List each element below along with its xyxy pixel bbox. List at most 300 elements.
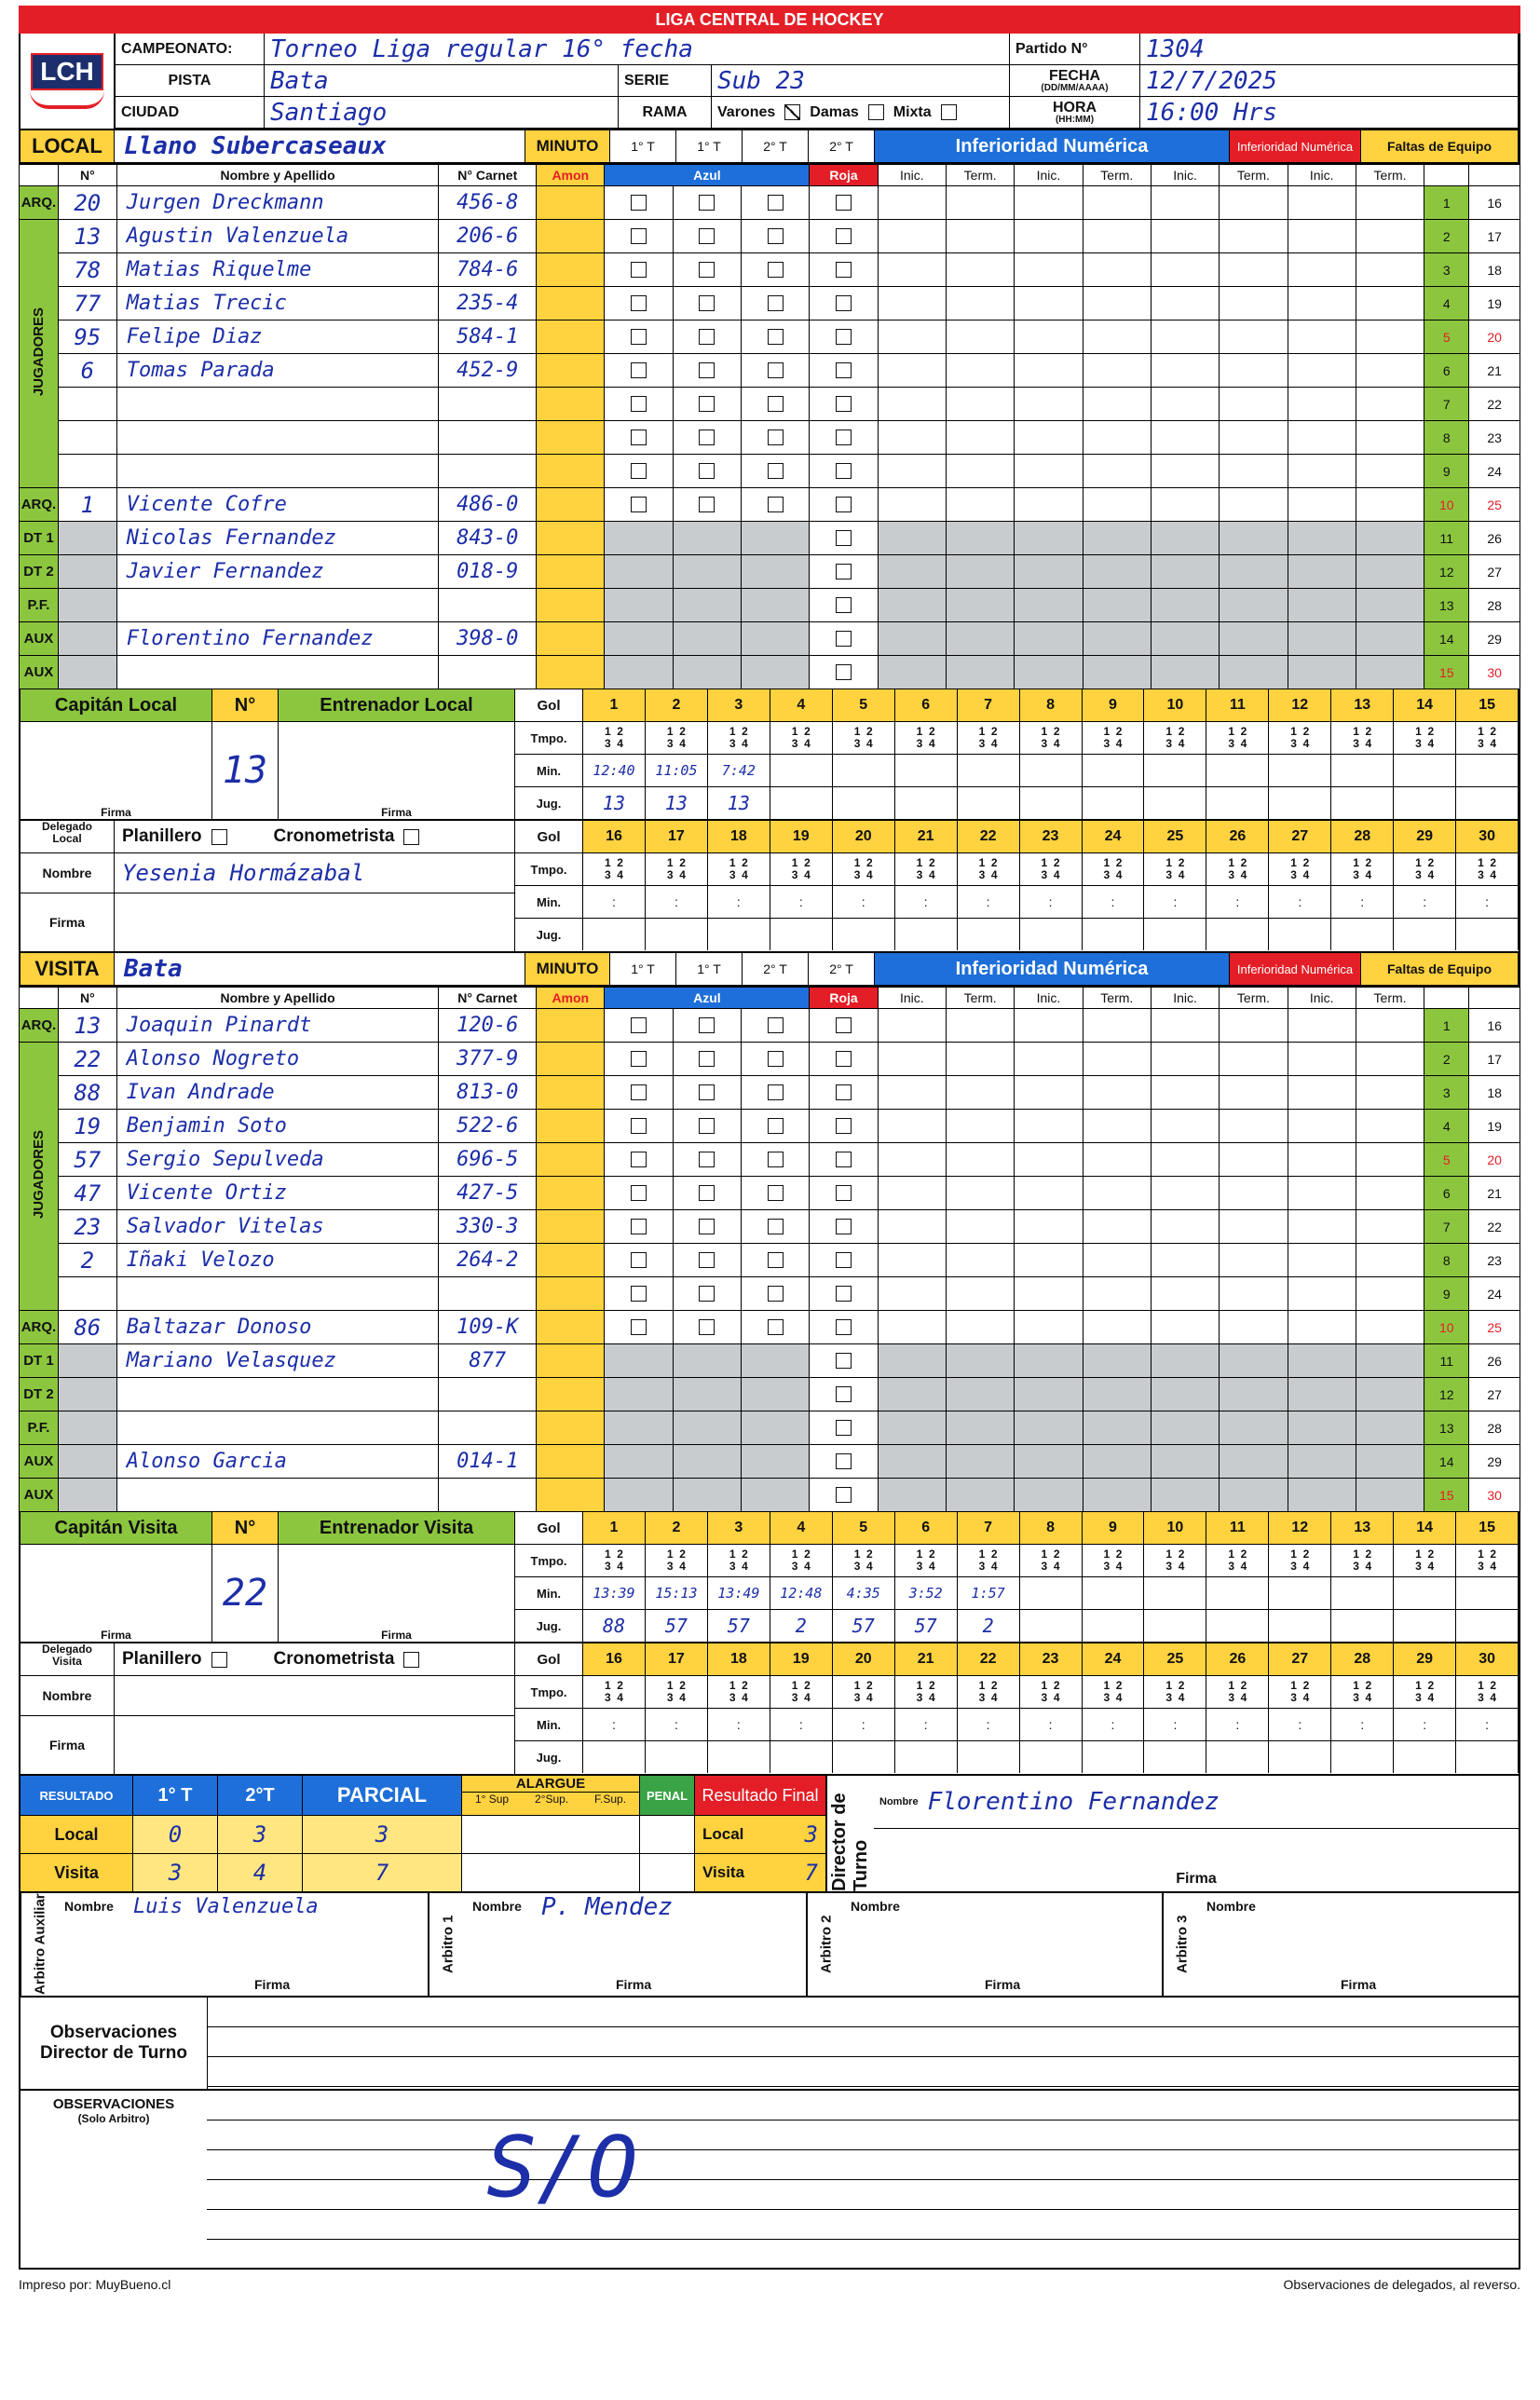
visita-goal-jug[interactable]	[1394, 1741, 1456, 1773]
visita-azul-checkbox[interactable]	[631, 1118, 647, 1134]
local-goal-min[interactable]: :	[958, 886, 1020, 918]
local-inf-cell[interactable]	[1220, 656, 1288, 689]
visita-player-name[interactable]: Salvador Vitelas	[116, 1210, 439, 1244]
obs-arbitro-text[interactable]: S/O	[486, 2119, 638, 2216]
local-tmpo-cell[interactable]: 1 2 3 4	[1083, 853, 1145, 885]
visita-player-number[interactable]: 22	[58, 1043, 116, 1076]
visita-goal-jug[interactable]	[1020, 1610, 1083, 1642]
visita-inf-cell[interactable]	[1356, 1143, 1424, 1177]
visita-inf-cell[interactable]	[947, 1076, 1015, 1110]
local-azul-checkbox[interactable]	[699, 362, 715, 378]
local-tmpo-cell[interactable]: 1 2 3 4	[833, 853, 895, 885]
local-amon-cell[interactable]	[537, 455, 605, 488]
visita-roja-checkbox[interactable]	[836, 1386, 852, 1402]
visita-roja-checkbox[interactable]	[836, 1319, 852, 1335]
visita-tmpo-cell[interactable]: 1 2 3 4	[1144, 1545, 1206, 1576]
local-goal-jug[interactable]	[833, 787, 895, 819]
visita-inf-cell[interactable]	[878, 1479, 946, 1512]
visita-inf-cell[interactable]	[1356, 1378, 1424, 1411]
local-inf-cell[interactable]	[1151, 656, 1219, 689]
local-player-number[interactable]: 95	[58, 320, 116, 354]
local-roja-checkbox[interactable]	[836, 195, 852, 211]
visita-goal-jug[interactable]	[646, 1741, 708, 1773]
local-inf-cell[interactable]	[1220, 186, 1288, 220]
visita-inf-cell[interactable]	[1356, 1344, 1424, 1378]
local-tmpo-cell[interactable]: 1 2 3 4	[958, 853, 1020, 885]
visita-inf-cell[interactable]	[947, 1411, 1015, 1445]
visita-azul-checkbox[interactable]	[631, 1152, 647, 1167]
visita-inf-cell[interactable]	[878, 1143, 946, 1177]
local-azul-checkbox[interactable]	[768, 463, 784, 479]
local-azul-checkbox[interactable]	[699, 195, 715, 211]
local-falta-num-2[interactable]: 25	[1469, 488, 1520, 522]
local-capitan-num[interactable]: 13	[212, 722, 279, 819]
visita-azul-checkbox[interactable]	[699, 1185, 715, 1201]
visita-tmpo-cell[interactable]: 1 2 3 4	[1144, 1676, 1206, 1708]
result-local-t1[interactable]: 0	[133, 1815, 217, 1853]
rama-damas-checkbox[interactable]	[868, 104, 884, 120]
visita-inf-cell[interactable]	[1220, 1277, 1288, 1311]
local-azul-checkbox[interactable]	[699, 262, 715, 278]
visita-goal-jug[interactable]: 57	[833, 1610, 895, 1642]
visita-inf-cell[interactable]	[947, 1043, 1015, 1076]
visita-goal-jug[interactable]	[1331, 1610, 1394, 1642]
local-team-name[interactable]: Llano Subercaseaux	[115, 130, 525, 162]
local-goal-min[interactable]: :	[1020, 886, 1083, 918]
visita-inf-cell[interactable]	[878, 1009, 946, 1043]
visita-player-name[interactable]	[116, 1378, 439, 1411]
local-inf-cell[interactable]	[1220, 220, 1288, 253]
visita-tmpo-cell[interactable]: 1 2 3 4	[583, 1545, 646, 1576]
visita-azul-checkbox[interactable]	[768, 1219, 784, 1234]
visita-amon-cell[interactable]	[537, 1479, 605, 1512]
local-player-number[interactable]	[58, 555, 116, 589]
local-inf-cell[interactable]	[1288, 488, 1356, 522]
visita-tmpo-cell[interactable]: 1 2 3 4	[958, 1545, 1020, 1576]
visita-inf-cell[interactable]	[1151, 1009, 1219, 1043]
local-inf-cell[interactable]	[947, 522, 1015, 555]
visita-inf-cell[interactable]	[1151, 1210, 1219, 1244]
visita-inf-cell[interactable]	[1356, 1177, 1424, 1210]
visita-falta-num[interactable]: 11	[1424, 1344, 1469, 1378]
arbitro-aux-nombre[interactable]: Luis Valenzuela	[133, 1895, 319, 1918]
local-inf-cell[interactable]	[1151, 421, 1219, 455]
local-tmpo-cell[interactable]: 1 2 3 4	[583, 722, 646, 754]
visita-inf-cell[interactable]	[947, 1479, 1015, 1512]
visita-falta-num[interactable]: 14	[1424, 1445, 1469, 1479]
local-goal-min[interactable]: :	[583, 886, 646, 918]
local-player-number[interactable]	[58, 388, 116, 421]
local-inf-cell[interactable]	[1220, 455, 1288, 488]
local-tmpo-cell[interactable]: 1 2 3 4	[1206, 722, 1269, 754]
local-falta-num-2[interactable]: 27	[1469, 555, 1520, 589]
local-inf-cell[interactable]	[878, 555, 946, 589]
local-goal-jug[interactable]	[895, 787, 958, 819]
local-inf-cell[interactable]	[947, 320, 1015, 354]
local-amon-cell[interactable]	[537, 589, 605, 622]
local-planillero-checkbox[interactable]	[211, 829, 227, 845]
visita-inf-cell[interactable]	[1288, 1311, 1356, 1344]
local-tmpo-cell[interactable]: 1 2 3 4	[1020, 722, 1083, 754]
visita-tmpo-cell[interactable]: 1 2 3 4	[583, 1676, 646, 1708]
local-goal-jug[interactable]	[770, 787, 833, 819]
visita-inf-cell[interactable]	[1356, 1210, 1424, 1244]
visita-tmpo-cell[interactable]: 1 2 3 4	[1394, 1545, 1456, 1576]
visita-tmpo-cell[interactable]: 1 2 3 4	[833, 1676, 895, 1708]
local-inf-cell[interactable]	[1015, 220, 1083, 253]
visita-inf-cell[interactable]	[1220, 1479, 1288, 1512]
local-inf-cell[interactable]	[1220, 622, 1288, 656]
local-falta-num-2[interactable]: 23	[1469, 421, 1520, 455]
visita-goal-jug[interactable]	[770, 1741, 833, 1773]
visita-inf-cell[interactable]	[1288, 1110, 1356, 1143]
visita-player-number[interactable]: 23	[58, 1210, 116, 1244]
local-goal-min[interactable]	[1206, 755, 1269, 786]
visita-goal-min[interactable]: :	[1020, 1709, 1083, 1740]
local-inf-cell[interactable]	[1220, 555, 1288, 589]
visita-goal-jug[interactable]	[1394, 1610, 1456, 1642]
local-player-carnet[interactable]: 584-1	[439, 320, 537, 354]
local-falta-num[interactable]: 4	[1424, 287, 1469, 320]
local-inf-cell[interactable]	[1083, 622, 1151, 656]
visita-inf-cell[interactable]	[1356, 1110, 1424, 1143]
local-azul-checkbox[interactable]	[699, 463, 715, 479]
visita-goal-min[interactable]	[1083, 1577, 1145, 1609]
local-tmpo-cell[interactable]: 1 2 3 4	[583, 853, 646, 885]
local-tmpo-cell[interactable]: 1 2 3 4	[1394, 853, 1456, 885]
local-inf-cell[interactable]	[1083, 388, 1151, 421]
local-inf-cell[interactable]	[878, 656, 946, 689]
local-entrenador-firma[interactable]: Firma	[381, 806, 412, 819]
local-falta-num[interactable]: 10	[1424, 488, 1469, 522]
local-goal-jug[interactable]	[1456, 787, 1519, 819]
visita-inf-cell[interactable]	[1220, 1009, 1288, 1043]
visita-goal-min[interactable]	[1144, 1577, 1206, 1609]
visita-player-name[interactable]	[116, 1411, 439, 1445]
fecha-value[interactable]: 12/7/2025	[1140, 65, 1519, 97]
local-amon-cell[interactable]	[537, 488, 605, 522]
local-goal-min[interactable]: :	[895, 886, 958, 918]
visita-goal-jug[interactable]	[1206, 1610, 1269, 1642]
local-goal-min[interactable]	[833, 755, 895, 786]
local-goal-min[interactable]	[1331, 755, 1394, 786]
visita-player-carnet[interactable]: 264-2	[439, 1244, 537, 1277]
local-azul-checkbox[interactable]	[631, 228, 647, 244]
local-azul-checkbox[interactable]	[699, 295, 715, 311]
visita-inf-cell[interactable]	[1220, 1210, 1288, 1244]
visita-azul-checkbox[interactable]	[768, 1286, 784, 1302]
local-goal-jug[interactable]	[1394, 787, 1456, 819]
local-player-name[interactable]: Matias Riquelme	[116, 253, 439, 287]
local-player-carnet[interactable]: 486-0	[439, 488, 537, 522]
visita-azul-checkbox[interactable]	[699, 1084, 715, 1100]
visita-goal-min[interactable]	[1269, 1577, 1331, 1609]
visita-inf-cell[interactable]	[1356, 1311, 1424, 1344]
visita-inf-cell[interactable]	[947, 1244, 1015, 1277]
local-delegado-firma[interactable]	[115, 893, 514, 951]
local-goal-min[interactable]: :	[1331, 886, 1394, 918]
visita-planillero-checkbox[interactable]	[211, 1652, 227, 1668]
visita-roja-checkbox[interactable]	[836, 1420, 852, 1436]
visita-inf-cell[interactable]	[1015, 1277, 1083, 1311]
visita-amon-cell[interactable]	[537, 1378, 605, 1411]
visita-azul-checkbox[interactable]	[631, 1252, 647, 1268]
visita-team-name[interactable]: Bata	[115, 953, 525, 985]
local-inf-cell[interactable]	[1220, 253, 1288, 287]
visita-capitan-num[interactable]: 22	[212, 1545, 279, 1642]
local-goal-min[interactable]: :	[770, 886, 833, 918]
visita-goal-jug[interactable]	[1456, 1610, 1519, 1642]
local-falta-num[interactable]: 7	[1424, 388, 1469, 421]
local-inf-cell[interactable]	[878, 287, 946, 320]
local-player-carnet[interactable]	[439, 589, 537, 622]
local-player-name[interactable]: Matias Trecic	[116, 287, 439, 320]
visita-inf-cell[interactable]	[1220, 1076, 1288, 1110]
local-goal-jug[interactable]	[1083, 919, 1145, 950]
visita-inf-cell[interactable]	[878, 1277, 946, 1311]
visita-inf-cell[interactable]	[1288, 1277, 1356, 1311]
visita-inf-cell[interactable]	[878, 1445, 946, 1479]
local-inf-cell[interactable]	[1288, 455, 1356, 488]
visita-tmpo-cell[interactable]: 1 2 3 4	[1206, 1676, 1269, 1708]
visita-player-name[interactable]: Iñaki Velozo	[116, 1244, 439, 1277]
visita-falta-num[interactable]: 4	[1424, 1110, 1469, 1143]
local-tmpo-cell[interactable]: 1 2 3 4	[646, 722, 708, 754]
local-inf-cell[interactable]	[1220, 589, 1288, 622]
local-inf-cell[interactable]	[947, 589, 1015, 622]
visita-inf-cell[interactable]	[1083, 1344, 1151, 1378]
local-goal-jug[interactable]	[646, 919, 708, 950]
visita-goal-jug[interactable]: 2	[958, 1610, 1020, 1642]
visita-goal-jug[interactable]	[958, 1741, 1020, 1773]
local-inf-cell[interactable]	[947, 354, 1015, 388]
local-azul-checkbox[interactable]	[631, 463, 647, 479]
local-inf-cell[interactable]	[1288, 555, 1356, 589]
visita-player-number[interactable]: 86	[58, 1311, 116, 1344]
local-inf-cell[interactable]	[1356, 388, 1424, 421]
local-player-number[interactable]	[58, 589, 116, 622]
local-goal-jug[interactable]	[1269, 919, 1331, 950]
visita-inf-cell[interactable]	[1220, 1177, 1288, 1210]
local-inf-cell[interactable]	[1288, 656, 1356, 689]
visita-roja-checkbox[interactable]	[836, 1487, 852, 1503]
visita-azul-checkbox[interactable]	[631, 1084, 647, 1100]
local-inf-cell[interactable]	[1356, 354, 1424, 388]
local-goal-min[interactable]: :	[646, 886, 708, 918]
visita-falta-num[interactable]: 8	[1424, 1244, 1469, 1277]
local-amon-cell[interactable]	[537, 656, 605, 689]
local-inf-cell[interactable]	[1083, 354, 1151, 388]
local-roja-checkbox[interactable]	[836, 329, 852, 345]
local-azul-checkbox[interactable]	[768, 430, 784, 445]
visita-player-name[interactable]	[116, 1277, 439, 1311]
visita-player-carnet[interactable]	[439, 1378, 537, 1411]
visita-falta-num-2[interactable]: 18	[1469, 1076, 1520, 1110]
visita-inf-cell[interactable]	[878, 1076, 946, 1110]
local-falta-num[interactable]: 9	[1424, 455, 1469, 488]
local-player-name[interactable]: Javier Fernandez	[116, 555, 439, 589]
visita-inf-cell[interactable]	[878, 1210, 946, 1244]
local-goal-jug[interactable]	[958, 787, 1020, 819]
local-goal-min[interactable]: :	[1269, 886, 1331, 918]
local-goal-min[interactable]: :	[833, 886, 895, 918]
local-azul-checkbox[interactable]	[631, 195, 647, 211]
local-inf-cell[interactable]	[947, 656, 1015, 689]
local-player-carnet[interactable]	[439, 388, 537, 421]
visita-tmpo-cell[interactable]: 1 2 3 4	[833, 1545, 895, 1576]
local-goal-jug[interactable]	[1144, 787, 1206, 819]
local-goal-jug[interactable]	[1206, 919, 1269, 950]
local-player-number[interactable]	[58, 656, 116, 689]
local-player-name[interactable]: Jurgen Dreckmann	[116, 186, 439, 220]
local-goal-jug[interactable]	[583, 919, 646, 950]
visita-inf-cell[interactable]	[1015, 1110, 1083, 1143]
visita-inf-cell[interactable]	[947, 1311, 1015, 1344]
visita-inf-cell[interactable]	[1015, 1177, 1083, 1210]
visita-inf-cell[interactable]	[1151, 1311, 1219, 1344]
visita-azul-checkbox[interactable]	[768, 1118, 784, 1134]
local-inf-cell[interactable]	[1083, 320, 1151, 354]
local-azul-checkbox[interactable]	[699, 329, 715, 345]
local-inf-cell[interactable]	[1151, 287, 1219, 320]
visita-tmpo-cell[interactable]: 1 2 3 4	[646, 1545, 708, 1576]
local-roja-checkbox[interactable]	[836, 396, 852, 412]
visita-inf-cell[interactable]	[1015, 1445, 1083, 1479]
visita-inf-cell[interactable]	[1288, 1009, 1356, 1043]
local-falta-num-2[interactable]: 17	[1469, 220, 1520, 253]
local-falta-num-2[interactable]: 18	[1469, 253, 1520, 287]
local-inf-cell[interactable]	[1356, 488, 1424, 522]
local-goal-jug[interactable]	[958, 919, 1020, 950]
visita-inf-cell[interactable]	[1288, 1076, 1356, 1110]
visita-falta-num[interactable]: 7	[1424, 1210, 1469, 1244]
visita-azul-checkbox[interactable]	[768, 1017, 784, 1033]
visita-tmpo-cell[interactable]: 1 2 3 4	[770, 1545, 833, 1576]
local-inf-cell[interactable]	[1288, 354, 1356, 388]
local-roja-checkbox[interactable]	[836, 262, 852, 278]
visita-falta-num-2[interactable]: 22	[1469, 1210, 1520, 1244]
local-goal-jug[interactable]	[1083, 787, 1145, 819]
local-player-number[interactable]	[58, 522, 116, 555]
visita-inf-cell[interactable]	[1151, 1076, 1219, 1110]
local-goal-jug[interactable]	[1020, 919, 1083, 950]
local-player-carnet[interactable]: 452-9	[439, 354, 537, 388]
visita-player-number[interactable]: 13	[58, 1009, 116, 1043]
local-goal-jug[interactable]	[895, 919, 958, 950]
visita-inf-cell[interactable]	[1083, 1076, 1151, 1110]
visita-amon-cell[interactable]	[537, 1177, 605, 1210]
local-azul-checkbox[interactable]	[768, 195, 784, 211]
local-inf-cell[interactable]	[1151, 622, 1219, 656]
visita-inf-cell[interactable]	[1015, 1210, 1083, 1244]
visita-falta-num-2[interactable]: 26	[1469, 1344, 1520, 1378]
visita-goal-min[interactable]: :	[1456, 1709, 1519, 1740]
local-goal-min[interactable]	[770, 755, 833, 786]
local-inf-cell[interactable]	[878, 488, 946, 522]
local-goal-min[interactable]: :	[1394, 886, 1456, 918]
local-tmpo-cell[interactable]: 1 2 3 4	[1456, 722, 1519, 754]
visita-goal-jug[interactable]	[1269, 1610, 1331, 1642]
local-player-carnet[interactable]: 843-0	[439, 522, 537, 555]
alargue-visita-cell[interactable]	[462, 1853, 639, 1891]
local-inf-cell[interactable]	[878, 388, 946, 421]
local-inf-cell[interactable]	[1220, 354, 1288, 388]
visita-inf-cell[interactable]	[1288, 1479, 1356, 1512]
visita-goal-min[interactable]	[1331, 1577, 1394, 1609]
visita-tmpo-cell[interactable]: 1 2 3 4	[770, 1676, 833, 1708]
local-falta-num[interactable]: 3	[1424, 253, 1469, 287]
visita-falta-num-2[interactable]: 27	[1469, 1378, 1520, 1411]
visita-azul-checkbox[interactable]	[699, 1118, 715, 1134]
local-inf-cell[interactable]	[878, 589, 946, 622]
visita-player-name[interactable]: Mariano Velasquez	[116, 1344, 439, 1378]
visita-tmpo-cell[interactable]: 1 2 3 4	[1456, 1545, 1519, 1576]
local-inf-cell[interactable]	[1151, 589, 1219, 622]
local-azul-checkbox[interactable]	[699, 497, 715, 512]
visita-inf-cell[interactable]	[947, 1445, 1015, 1479]
visita-amon-cell[interactable]	[537, 1411, 605, 1445]
local-falta-num[interactable]: 13	[1424, 589, 1469, 622]
local-inf-cell[interactable]	[1288, 220, 1356, 253]
local-goal-jug[interactable]	[833, 919, 895, 950]
visita-falta-num-2[interactable]: 20	[1469, 1143, 1520, 1177]
local-goal-jug[interactable]	[1144, 919, 1206, 950]
local-falta-num[interactable]: 12	[1424, 555, 1469, 589]
visita-azul-checkbox[interactable]	[631, 1286, 647, 1302]
local-inf-cell[interactable]	[1151, 488, 1219, 522]
visita-inf-cell[interactable]	[1288, 1445, 1356, 1479]
local-inf-cell[interactable]	[878, 354, 946, 388]
visita-falta-num-2[interactable]: 29	[1469, 1445, 1520, 1479]
visita-goal-jug[interactable]	[1083, 1610, 1145, 1642]
visita-azul-checkbox[interactable]	[768, 1084, 784, 1100]
local-inf-cell[interactable]	[1151, 220, 1219, 253]
visita-goal-min[interactable]	[1456, 1577, 1519, 1609]
obs-director-lines[interactable]	[208, 1998, 1519, 2089]
visita-goal-min[interactable]: :	[833, 1709, 895, 1740]
local-tmpo-cell[interactable]: 1 2 3 4	[1144, 853, 1206, 885]
visita-player-carnet[interactable]: 696-5	[439, 1143, 537, 1177]
visita-inf-cell[interactable]	[1015, 1043, 1083, 1076]
visita-inf-cell[interactable]	[1083, 1177, 1151, 1210]
visita-goal-jug[interactable]	[1269, 1741, 1331, 1773]
visita-goal-min[interactable]: :	[1331, 1709, 1394, 1740]
local-inf-cell[interactable]	[1083, 488, 1151, 522]
visita-inf-cell[interactable]	[1015, 1244, 1083, 1277]
local-inf-cell[interactable]	[947, 253, 1015, 287]
local-inf-cell[interactable]	[878, 522, 946, 555]
visita-falta-num[interactable]: 3	[1424, 1076, 1469, 1110]
visita-inf-cell[interactable]	[947, 1009, 1015, 1043]
visita-falta-num-2[interactable]: 24	[1469, 1277, 1520, 1311]
local-inf-cell[interactable]	[1356, 287, 1424, 320]
visita-azul-checkbox[interactable]	[631, 1051, 647, 1067]
local-tmpo-cell[interactable]: 1 2 3 4	[770, 853, 833, 885]
local-inf-cell[interactable]	[1083, 589, 1151, 622]
local-inf-cell[interactable]	[1220, 488, 1288, 522]
visita-goal-min[interactable]: 12:48	[770, 1577, 833, 1609]
visita-inf-cell[interactable]	[1356, 1043, 1424, 1076]
visita-player-number[interactable]: 47	[58, 1177, 116, 1210]
local-inf-cell[interactable]	[1083, 555, 1151, 589]
visita-inf-cell[interactable]	[1220, 1110, 1288, 1143]
visita-player-name[interactable]: Ivan Andrade	[116, 1076, 439, 1110]
visita-inf-cell[interactable]	[878, 1043, 946, 1076]
penal-visita-cell[interactable]	[640, 1853, 694, 1891]
rama-varones-checkbox[interactable]	[784, 104, 800, 120]
local-goal-jug[interactable]: 13	[646, 787, 708, 819]
campeonato-value[interactable]: Torneo Liga regular 16° fecha	[265, 34, 1010, 65]
